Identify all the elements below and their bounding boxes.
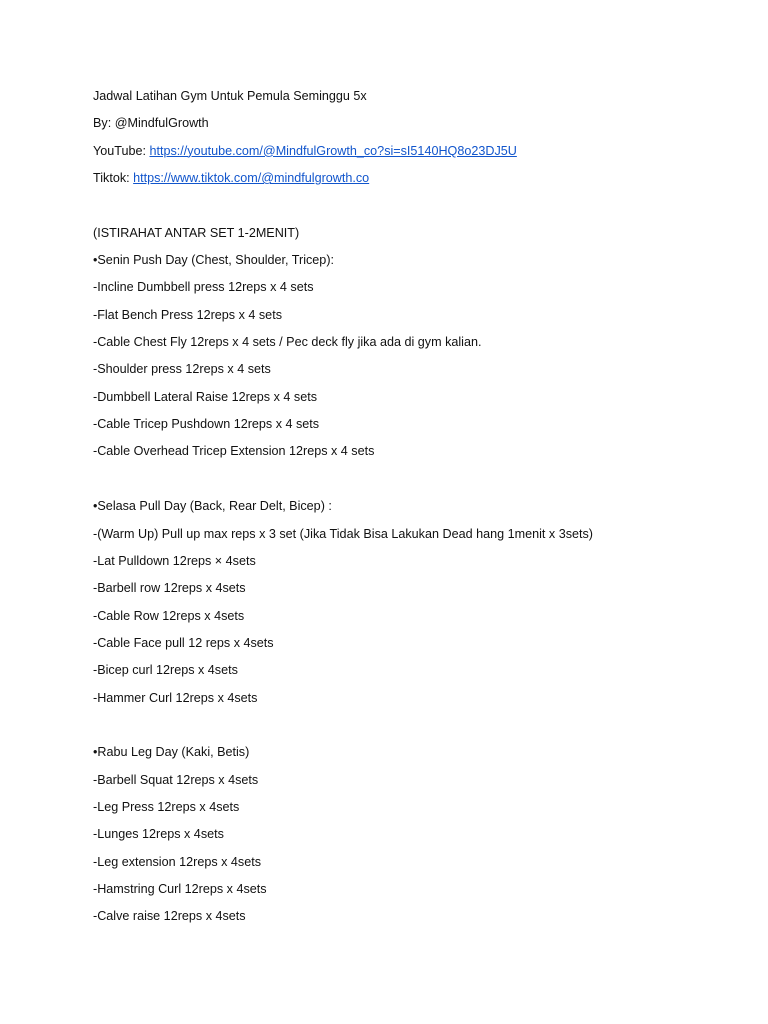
exercise-item: -Bicep curl 12reps x 4sets	[93, 663, 238, 678]
exercise-item: -Barbell Squat 12reps x 4sets	[93, 772, 259, 787]
youtube-line	[93, 141, 733, 168]
exercise-item: -Shoulder press 12reps x 4 sets	[93, 362, 271, 377]
youtube-link[interactable]: https://youtube.com/@MindfulGrowth_co?si=sI5140HQ8o23DJ5U	[149, 143, 517, 158]
exercise-item: -(Warm Up) Pull up max reps x 3 set (Jika Tidak Bisa Lakukan Dead hang 1menit x 3sets)	[93, 526, 593, 541]
day-heading-leg: •Rabu Leg Day (Kaki, Betis)	[93, 745, 250, 760]
exercise-item: -Hamstring Curl 12reps x 4sets	[93, 881, 267, 896]
author-line	[93, 113, 733, 140]
exercise-item: -Incline Dumbbell press 12reps x 4 sets	[93, 280, 314, 295]
document-title: Jadwal Latihan Gym Untuk Pemula Seminggu 5x	[93, 89, 367, 103]
exercise-item: -Calve raise 12reps x 4sets	[93, 909, 246, 924]
day-heading-push: •Senin Push Day (Chest, Shoulder, Tricep):	[93, 253, 335, 268]
tiktok-link[interactable]: https://www.tiktok.com/@mindfulgrowth.co	[133, 171, 370, 186]
rest-note: (ISTIRAHAT ANTAR SET 1-2MENIT)	[93, 225, 300, 240]
tiktok-line	[93, 168, 733, 195]
document-body	[93, 86, 733, 934]
youtube-label: YouTube:	[93, 143, 150, 158]
exercise-item: -Cable Face pull 12 reps x 4sets	[93, 635, 274, 650]
exercise-item: -Hammer Curl 12reps x 4sets	[93, 690, 258, 705]
exercise-item: -Cable Tricep Pushdown 12reps x 4 sets	[93, 417, 320, 432]
author-prefix: By:	[93, 116, 115, 131]
exercise-item: -Cable Overhead Tricep Extension 12reps x 4 sets	[93, 444, 375, 459]
author-handle: @MindfulGrowth	[114, 116, 209, 131]
exercise-item: -Cable Row 12reps x 4sets	[93, 608, 245, 623]
exercise-item: -Lunges 12reps x 4sets	[93, 827, 224, 842]
spacer	[93, 195, 733, 222]
spacer	[93, 715, 733, 742]
exercise-item: -Cable Chest Fly 12reps x 4 sets / Pec deck fly jika ada di gym kalian.	[93, 335, 482, 350]
exercise-item: -Dumbbell Lateral Raise 12reps x 4 sets	[93, 389, 317, 404]
exercise-item: -Flat Bench Press 12reps x 4 sets	[93, 307, 282, 322]
exercise-item: -Lat Pulldown 12reps × 4sets	[93, 553, 256, 568]
exercise-item: -Leg extension 12reps x 4sets	[93, 854, 262, 869]
tiktok-label: Tiktok:	[93, 171, 134, 186]
spacer	[93, 469, 733, 496]
day-heading-pull: •Selasa Pull Day (Back, Rear Delt, Bicep) :	[93, 499, 332, 514]
exercise-item: -Leg Press 12reps x 4sets	[93, 799, 240, 814]
exercise-item: -Barbell row 12reps x 4sets	[93, 581, 246, 596]
